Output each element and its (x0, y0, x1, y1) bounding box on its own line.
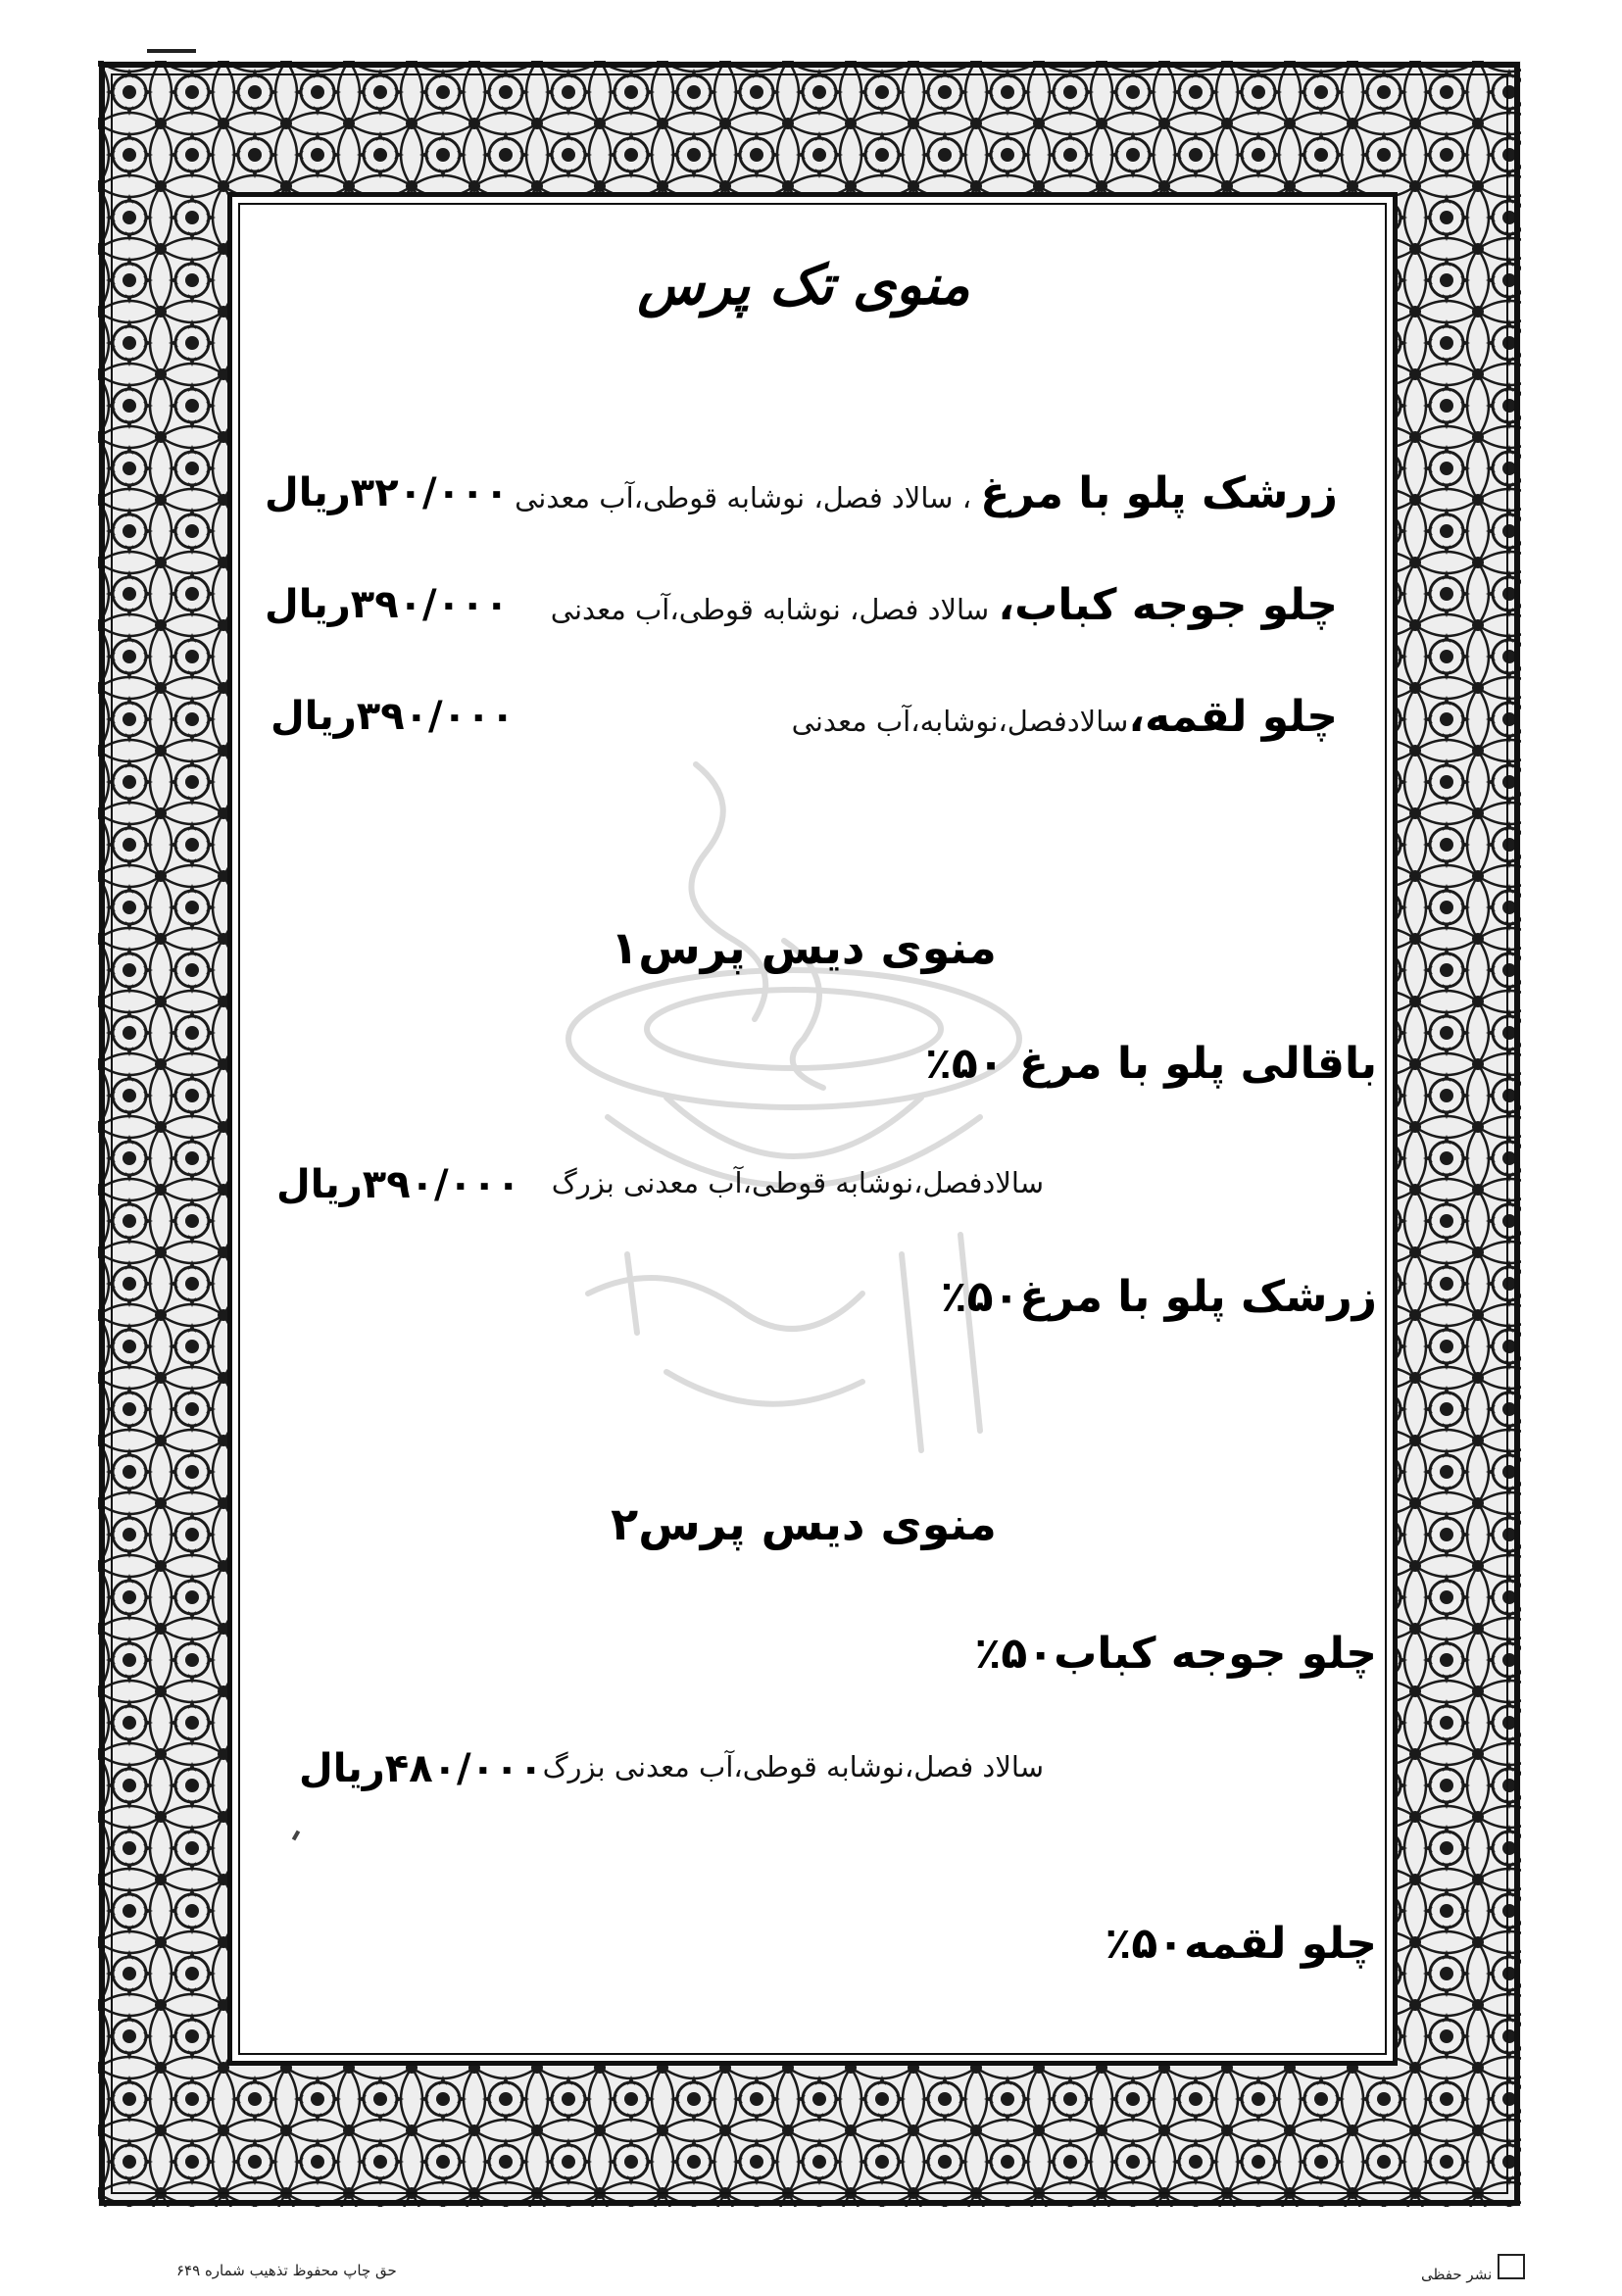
dish-name: زرشک پلو با مرغ (980, 468, 1338, 518)
menu-item-price: ۳۹۰/۰۰۰ریال (270, 694, 515, 739)
dish-menu-2-item-chelo-loghmeh: چلو لقمه۵۰٪ (1105, 1919, 1377, 1969)
dish-menu-1-title: منوی دیس پرس۱ (611, 921, 997, 974)
publisher-logo-icon (1498, 2254, 1525, 2279)
dish-menu-1-price: ۳۹۰/۰۰۰ریال (276, 1162, 520, 1207)
dish-menu-1-description: سالادفصل،نوشابه قوطی،آب معدنی بزرگ (551, 1166, 1044, 1199)
menu-item-zereshk-polo (515, 468, 1338, 518)
publisher-name: نشر حفظی (1421, 2266, 1493, 2283)
dish-menu-2-item-joojeh-kabab: چلو جوجه کباب۵۰٪ (974, 1629, 1377, 1679)
menu-item-joojeh-kabab (551, 580, 1338, 630)
dish-menu-1-item-zereshk-polo: زرشک پلو با مرغ۵۰٪ (940, 1272, 1377, 1322)
watermark-logo (549, 745, 1058, 1490)
dish-description: سالاد فصل، نوشابه قوطی،آب معدنی (550, 593, 990, 626)
dish-separator: ، (953, 481, 981, 514)
dish-menu-2-title: منوی دیس پرس۲ (611, 1497, 997, 1550)
menu-item-chelo-loghmeh (792, 692, 1338, 742)
menu-item-price: ۳۹۰/۰۰۰ریال (265, 582, 509, 627)
dish-menu-2-price: ۴۸۰/۰۰۰ریال (299, 1746, 543, 1791)
scan-corner-mark (147, 49, 196, 53)
main-menu-title: منوی تک پرس (637, 253, 970, 318)
dish-name: چلو جوجه کباب، (998, 580, 1338, 630)
dish-description: سالاد فصل، نوشابه قوطی،آب معدنی (515, 481, 954, 514)
dish-description: سالادفصل،نوشابه،آب معدنی (791, 705, 1129, 738)
copyright-note: حق چاپ محفوظ تذهیب شماره ۶۴۹ (176, 2262, 397, 2279)
dish-name: چلو لقمه، (1128, 692, 1338, 742)
menu-item-price: ۳۲۰/۰۰۰ریال (265, 470, 509, 515)
dish-menu-2-description: سالاد فصل،نوشابه قوطی،آب معدنی بزرگ (542, 1750, 1044, 1783)
dish-menu-1-item-baghali-polo: باقالی پلو با مرغ ۵۰٪ (924, 1039, 1377, 1089)
